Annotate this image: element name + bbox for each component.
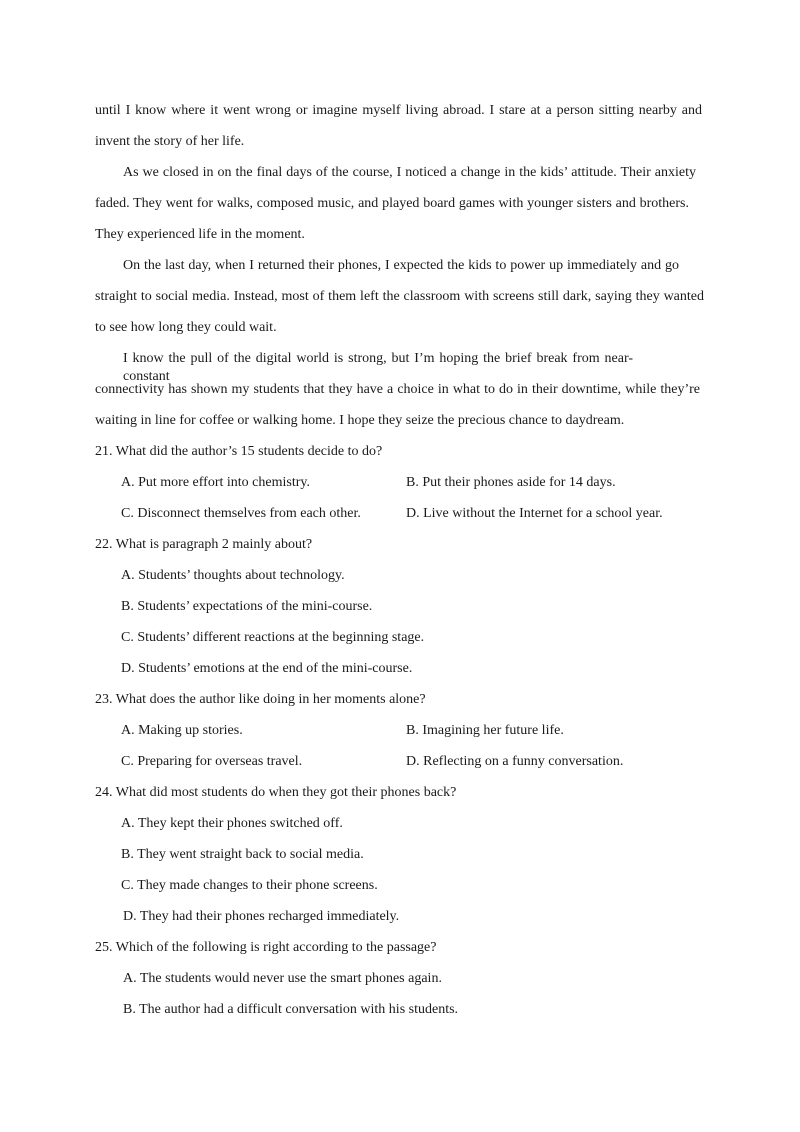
passage-line: faded. They went for walks, composed music, and played board games with younger sisters and brothers. <box>95 196 689 211</box>
answer-option: C. Disconnect themselves from each other. <box>121 506 361 521</box>
answer-option: A. Students’ thoughts about technology. <box>121 568 345 583</box>
question-stem: 22. What is paragraph 2 mainly about? <box>95 537 313 552</box>
answer-option: D. Live without the Internet for a school year. <box>406 506 663 521</box>
answer-option: B. They went straight back to social media. <box>121 847 364 862</box>
answer-option: B. Students’ expectations of the mini-course. <box>121 599 373 614</box>
passage-line: I know the pull of the digital world is strong, but I’m hoping the brief break from near-constant <box>123 351 633 384</box>
answer-option: A. They kept their phones switched off. <box>121 816 343 831</box>
answer-option: A. Put more effort into chemistry. <box>121 475 310 490</box>
answer-option: C. They made changes to their phone screens. <box>121 878 378 893</box>
passage-line: They experienced life in the moment. <box>95 227 305 242</box>
answer-option: A. The students would never use the smart phones again. <box>123 971 442 986</box>
answer-option: D. They had their phones recharged immediately. <box>123 909 400 924</box>
answer-option: D. Reflecting on a funny conversation. <box>406 754 624 769</box>
question-stem: 23. What does the author like doing in her moments alone? <box>95 692 426 707</box>
passage-line: straight to social media. Instead, most of them left the classroom with screens still dark, saying they wanted <box>95 289 704 304</box>
answer-option: B. Put their phones aside for 14 days. <box>406 475 616 490</box>
answer-option: B. The author had a difficult conversation with his students. <box>123 1002 459 1017</box>
answer-option: B. Imagining her future life. <box>406 723 564 738</box>
passage-line: As we closed in on the final days of the course, I noticed a change in the kids’ attitude. Their anxiety <box>123 165 696 180</box>
passage-line: On the last day, when I returned their phones, I expected the kids to power up immediately and go <box>123 258 679 273</box>
answer-option: C. Students’ different reactions at the beginning stage. <box>121 630 425 645</box>
question-stem: 24. What did most students do when they got their phones back? <box>95 785 457 800</box>
passage-line: until I know where it went wrong or imagine myself living abroad. I stare at a person sitting nearby and <box>95 103 702 118</box>
answer-option: D. Students’ emotions at the end of the mini-course. <box>121 661 413 676</box>
answer-option: A. Making up stories. <box>121 723 243 738</box>
question-stem: 25. Which of the following is right according to the passage? <box>95 940 437 955</box>
passage-line: connectivity has shown my students that they have a choice in what to do in their downtime, while they’re <box>95 382 700 397</box>
passage-line: to see how long they could wait. <box>95 320 277 335</box>
answer-option: C. Preparing for overseas travel. <box>121 754 303 769</box>
passage-line: waiting in line for coffee or walking home. I hope they seize the precious chance to daydream. <box>95 413 625 428</box>
question-stem: 21. What did the author’s 15 students decide to do? <box>95 444 383 459</box>
passage-line: invent the story of her life. <box>95 134 245 149</box>
